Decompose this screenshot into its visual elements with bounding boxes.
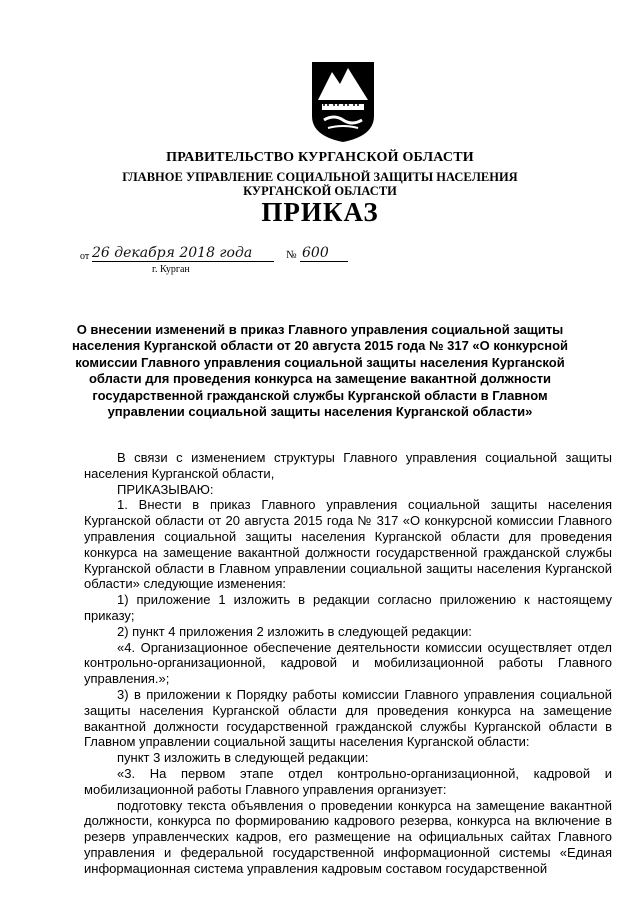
paragraph-subitem-3: 3) в приложении к Порядку работы комиссии Главного управления социальной защиты населения Курганской области для проведения конкурса на замещение вакантной должности государственной гражданской службы Курганской области в Главном управлении социальной защиты населения Курганской области:	[84, 686, 612, 750]
order-body	[84, 450, 612, 877]
handwritten-date: 26 декабря 2018 года	[92, 245, 253, 261]
paragraph-quote-4: «4. Организационное обеспечение деятельности комиссии осуществляет отдел контрольно-организационной, кадровой и мобилизационной работы Главного управления.»;	[84, 639, 612, 687]
paragraph-item-1: 1. Внести в приказ Главного управления социальной защиты населения Курганской области от 20 августа 2015 года № 317 «О конкурсной комиссии Главного управления социальной защиты населения Курганской области для проведения конкурса на замещение вакантной должности государственной гражданской службы Курганской области в Главном управлении социальной защиты населения Курганской области» следующие изменения:	[84, 497, 612, 592]
date-number-line	[80, 245, 360, 269]
org-name-line2: КУРГАНСКОЙ ОБЛАСТИ	[243, 184, 397, 198]
coat-of-arms-icon	[308, 60, 378, 144]
org-name-department	[0, 170, 640, 198]
handwritten-number: 600	[302, 245, 329, 261]
paragraph-preamble: В связи с изменением структуры Главного управления социальной защиты населения Курганской области,	[84, 450, 612, 481]
document-type: ПРИКАЗ	[261, 197, 379, 227]
paragraph-order-word: ПРИКАЗЫВАЮ:	[117, 481, 214, 497]
number-underline	[300, 261, 348, 262]
order-title: О внесении изменений в приказ Главного управления социальной защиты населения Курганской области от 20 августа 2015 года № 317 «О конкурсной комиссии Главного управления социальной защиты населения Курганской области для проведения конкурса на замещение вакантной должности государственной гражданской службы Курганской области в Главном управлении социальной защиты населения Курганской области»	[71, 322, 569, 420]
number-label: №	[286, 249, 297, 261]
city: г. Курган	[152, 264, 190, 275]
paragraph-subitem-1: 1) приложение 1 изложить в редакции согласно приложению к настоящему приказу;	[84, 592, 612, 623]
paragraph-preparation: подготовку текста объявления о проведении конкурса на замещение вакантной должности, конкурса по формированию кадрового резерва, конкурса на включение в резерв управленческих кадров, его размещение на официальных сайтах Главного управления и федеральной государственной информационной системы «Единая информационная система управления кадровым составом государственной	[84, 797, 612, 876]
paragraph-subitem-2: 2) пункт 4 приложения 2 изложить в следующей редакции:	[117, 623, 472, 639]
date-underline	[92, 261, 274, 262]
org-name-line1: ГЛАВНОЕ УПРАВЛЕНИЕ СОЦИАЛЬНОЙ ЗАЩИТЫ НАСЕЛЕНИЯ	[122, 170, 518, 184]
date-prefix: от	[80, 251, 90, 262]
paragraph-quote-3: «3. На первом этапе отдел контрольно-организационной, кадровой и мобилизационной работы Главного управления организует:	[84, 765, 612, 797]
org-name-government: ПРАВИТЕЛЬСТВО КУРГАНСКОЙ ОБЛАСТИ	[166, 150, 474, 165]
paragraph-point-3: пункт 3 изложить в следующей редакции:	[117, 750, 369, 766]
